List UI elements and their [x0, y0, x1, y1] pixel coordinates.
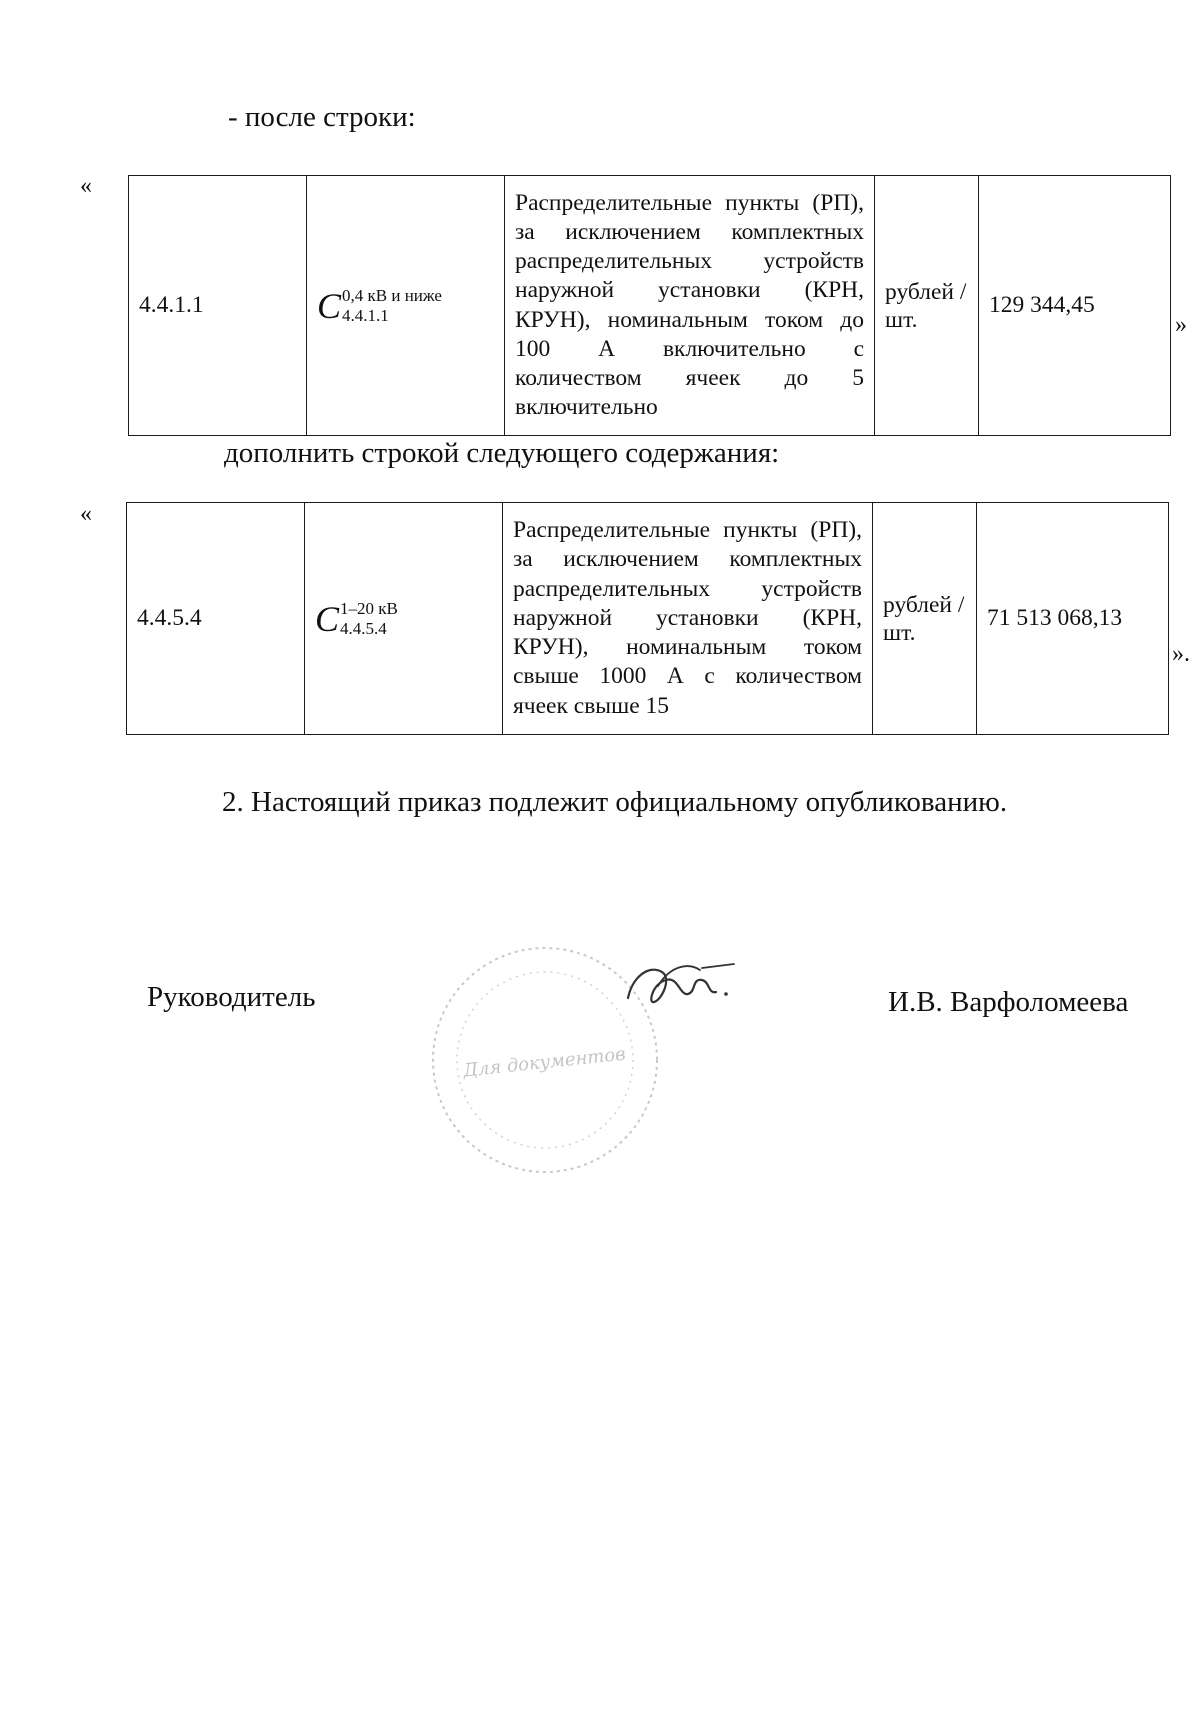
paragraph-2: 2. Настоящий приказ подлежит официальному опубликованию.: [222, 786, 1008, 818]
handwritten-signature: [618, 950, 738, 1020]
formula-cell: [305, 503, 503, 735]
row-price: 71 513 068,13: [977, 503, 1169, 735]
closing-quote-2: ».: [1172, 641, 1190, 667]
tariff-table-2: [126, 502, 1169, 735]
intro-add-line: дополнить строкой следующего содержания:: [224, 437, 780, 469]
formula-subscript: 4.4.1.1: [342, 305, 389, 325]
opening-quote-1: «: [80, 173, 92, 199]
formula-symbol: C: [315, 598, 340, 639]
row-unit: рублей /шт.: [875, 176, 979, 436]
intro-after-line: - после строки:: [228, 101, 416, 133]
row-code: 4.4.1.1: [129, 176, 307, 436]
stamp-text: Для документов: [462, 1043, 627, 1082]
table-row: [127, 503, 1169, 735]
signature-name: И.В. Варфоломеева: [888, 986, 1129, 1018]
row-price: 129 344,45: [979, 176, 1171, 436]
formula: [315, 599, 398, 639]
row-code: 4.4.5.4: [127, 503, 305, 735]
formula-subscript: 4.4.5.4: [340, 618, 387, 638]
tariff-table-1: [128, 175, 1171, 436]
signature-position: Руководитель: [147, 981, 316, 1013]
closing-quote-1: »: [1175, 312, 1187, 338]
row-unit: рублей /шт.: [873, 503, 977, 735]
formula: [317, 286, 442, 326]
opening-quote-2: «: [80, 501, 92, 527]
formula-superscript: 0,4 кВ и ниже: [342, 285, 442, 305]
table-row: [129, 176, 1171, 436]
row-description: Распределительные пункты (РП), за исключением комплектных распределительных устройств наружной установки (КРН, КРУН), номинальным током свыше 1000 А с количеством ячеек свыше 15: [503, 503, 873, 735]
formula-superscript: 1–20 кВ: [340, 598, 398, 618]
formula-symbol: C: [317, 285, 342, 326]
formula-cell: [307, 176, 505, 436]
row-description: Распределительные пункты (РП), за исключением комплектных распределительных устройств наружной установки (КРН, КРУН), номинальным током до 100 А включительно с количеством ячеек до 5 включительно: [505, 176, 875, 436]
